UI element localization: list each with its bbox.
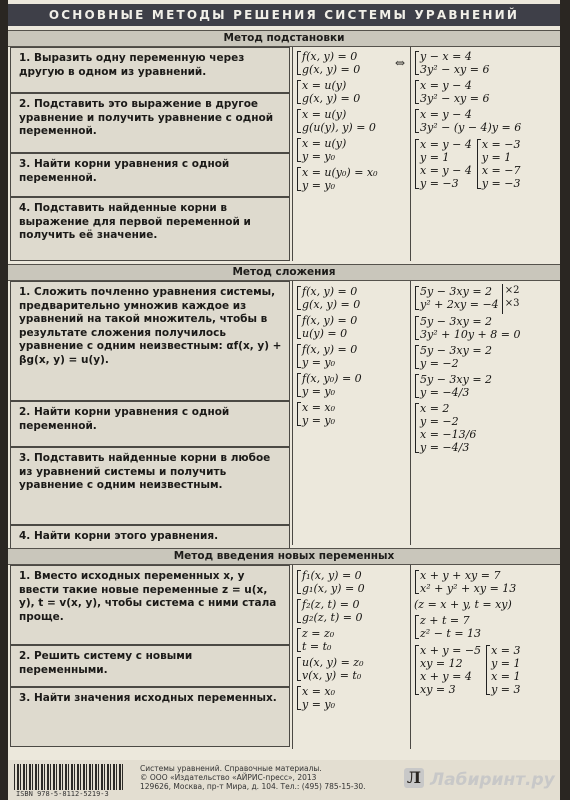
- example-answer: [414, 137, 521, 193]
- step-text: 1. Сложить почленно уравнения системы, предварительно умножив каждое из уравнений на такой множитель, чтобы в результате сложения получилось уравнение с одним неизвестным: αf(x, y) + βg(x, y) = u(y).: [10, 281, 290, 401]
- equation-system: x = u(y) g(u(y), y) = 0: [296, 108, 378, 134]
- section-heading-substitution: Метод подстановки: [8, 30, 560, 47]
- equation-system: 5y − 3xy = 2 y = −2: [414, 344, 520, 370]
- publisher-info: Системы уравнений. Справочные материалы. © ООО «Издательство «АЙРИС-пресс», 2013 129626, Москва, пр-т Мира, д. 104. Тел.: (495) 785-15-30.: [140, 764, 366, 791]
- equation-system: 5y − 3xy = 2 y = −4/3: [414, 373, 520, 399]
- equation-system: f(x, y₀) = 0 y = y₀: [296, 372, 362, 398]
- equation-system: 5y − 3xy = 2 y² + 2xy = −4: [414, 285, 499, 311]
- step-text: 1. Вместо исходных переменных x, y ввести такие новые переменные z = u(x, y), t = v(x, y), чтобы система с ними стала проще.: [10, 565, 290, 645]
- step-text: 3. Найти значения исходных переменных.: [10, 687, 290, 747]
- equation-system: f(x, y) = 0 g(x, y) = 0: [296, 285, 362, 311]
- example-new-variables: [414, 568, 521, 699]
- barcode: [14, 764, 124, 790]
- equation-system: f(x, y) = 0 g(x, y) = 0 ⇔: [296, 50, 378, 76]
- equation-system: x = u(y) y = y₀: [296, 137, 378, 163]
- step-text: 2. Решить систему с новыми переменными.: [10, 645, 290, 687]
- step-text: 1. Выразить одну переменную через другую в одном из уравнений.: [10, 47, 290, 93]
- equation-system: f(x, y) = 0 y = y₀: [296, 343, 362, 369]
- addition-steps: [10, 281, 290, 551]
- card-title: ОСНОВНЫЕ МЕТОДЫ РЕШЕНИЯ СИСТЕМЫ УРАВНЕНИЙ: [8, 4, 560, 26]
- watermark: Лабиринт.ру: [430, 770, 555, 790]
- equation-system: 5y − 3xy = 2 3y² + 10y + 8 = 0: [414, 315, 520, 341]
- new-variables-steps: [10, 565, 290, 747]
- equation-system: y − x = 4 3y² − xy = 6: [414, 50, 521, 76]
- example-addition: [414, 284, 520, 457]
- equation-system: x = −3 y = 1 x = −7 y = −3: [476, 138, 521, 190]
- equation-system: x = x₀ y = y₀: [296, 401, 362, 427]
- step-text: 2. Найти корни уравнения с одной переменной.: [10, 401, 290, 447]
- section-heading-new-variables: Метод введения новых переменных: [8, 548, 560, 565]
- column-divider: [292, 281, 293, 545]
- section-heading-addition: Метод сложения: [8, 264, 560, 281]
- equation-system: z + t = 7 z² − t = 13: [414, 614, 521, 640]
- step-text: 4. Подставить найденные корни в выражение для первой переменной и получить её значение.: [10, 197, 290, 261]
- step-text: 3. Найти корни уравнения с одной переменной.: [10, 153, 290, 197]
- equation-system: x = u(y₀) = x₀ y = y₀: [296, 166, 378, 192]
- column-divider: [410, 281, 411, 545]
- equation-system: x = u(y) g(x, y) = 0: [296, 79, 378, 105]
- general-scheme-new-variables: [296, 568, 365, 714]
- equation-system: x = y − 4 3y² − (y − 4)y = 6: [414, 108, 521, 134]
- equation-system: x + y = −5 xy = 12 x + y = 4 xy = 3: [414, 644, 481, 696]
- step-text: 4. Найти корни этого уравнения.: [10, 525, 290, 551]
- column-divider: [410, 565, 411, 749]
- step-text: 2. Подставить это выражение в другое уравнение и получить уравнение с одной переменной.: [10, 93, 290, 153]
- multipliers: ×2 ×3: [502, 284, 520, 314]
- equation-system: f₁(x, y) = 0 g₁(x, y) = 0: [296, 569, 365, 595]
- column-divider: [292, 47, 293, 261]
- column-divider: [292, 565, 293, 749]
- example-substitution: [414, 49, 521, 193]
- isbn: ISBN 978-5-8112-5219-3: [16, 790, 109, 798]
- labirint-logo-icon: Л: [404, 768, 424, 788]
- equation-system: x = 3 y = 1 x = 1 y = 3: [485, 644, 520, 696]
- general-scheme-substitution: [296, 49, 406, 195]
- equation-system: z = z₀ t = t₀: [296, 627, 365, 653]
- equation-system: f₂(z, t) = 0 g₂(z, t) = 0: [296, 598, 365, 624]
- substitution-steps: [10, 47, 290, 261]
- equation-system: x = y − 4 3y² − xy = 6: [414, 79, 521, 105]
- equation-system: u(x, y) = z₀ v(x, y) = t₀: [296, 656, 365, 682]
- equation-system: x = 2 y = −2 x = −13/6 y = −4/3: [414, 402, 520, 454]
- substitution-note: (z = x + y, t = xy): [414, 598, 512, 611]
- general-scheme-addition: [296, 284, 362, 430]
- example-answer: [414, 643, 521, 699]
- equation-system: x = x₀ y = y₀: [296, 685, 365, 711]
- equation-system: f(x, y) = 0 u(y) = 0: [296, 314, 362, 340]
- example-step: [414, 284, 520, 314]
- equation-system: x = y − 4 y = 1 x = y − 4 y = −3: [414, 138, 472, 190]
- step-text: 3. Подставить найденные корни в любое из уравнений системы и получить уравнение с одним неизвестным.: [10, 447, 290, 525]
- column-divider: [410, 47, 411, 261]
- equation-system: x + y + xy = 7 x² + y² + xy = 13: [414, 569, 521, 595]
